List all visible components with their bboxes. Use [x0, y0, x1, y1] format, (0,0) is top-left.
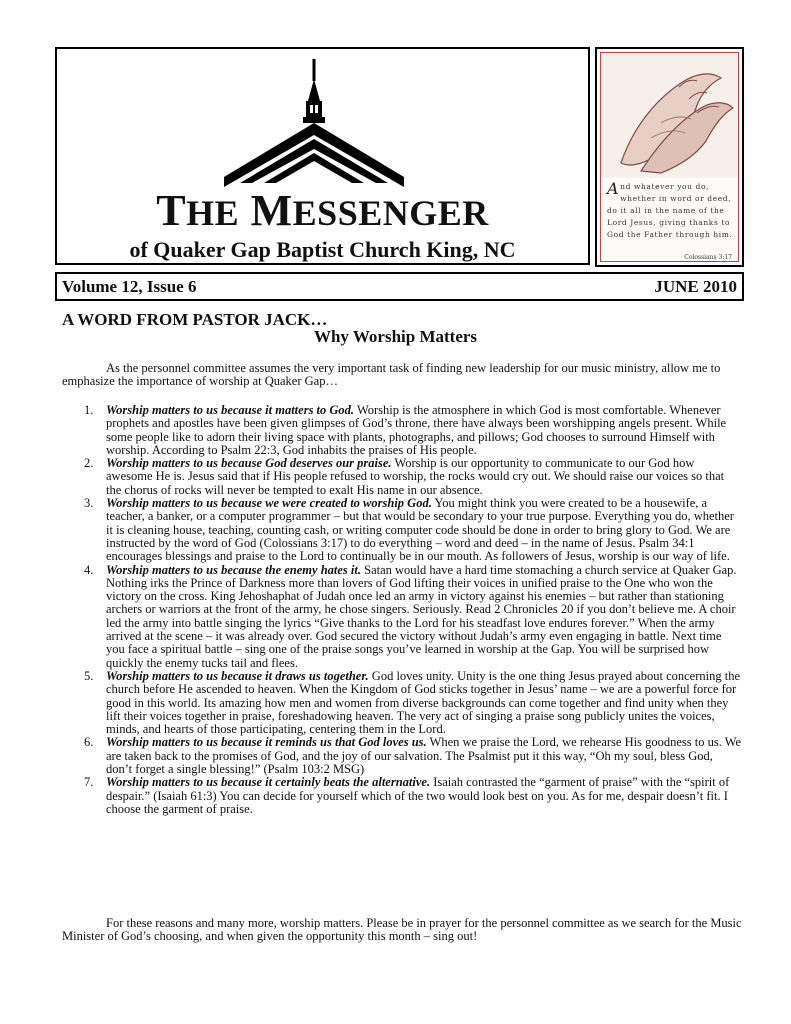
list-item: 4. Worship matters to us because the enemy hates it. Satan would have a hard time stomaching a church service at Quaker Gap. Nothing irks the Prince of Darkness more than lovers of God lifting their voices in unified praise to the One who won the victory on the cross. King Jehoshaphat of Judah once led an army in victory against his enemies – but rather than stationing archers or warriors at the front of the army, he chose singers. Seriously. Read 2 Chronicles 20 if you don’t believe me. A choir led the army into battle singing the lyrics “Give thanks to the Lord for his steadfast love endures forever.” When the army arrived at the scene – it was already over. God secured the victory without Judah’s army even engaging in battle. Next time you face a spiritual battle – sing one of the praise songs you’ve learned in worship at the Gap. You will be surprised how quickly the enemy tucks tail and flees. [84, 562, 737, 670]
list-item: 2. Worship matters to us because God deserves our praise. Worship is our opportunity to communicate to our God how awesome He is. Jesus said that if His people refused to worship, the rocks would cry out. We should raise our voices so that the chorus of rocks will never be tempted to exalt His name in our absence. [84, 456, 725, 497]
issue-date: JUNE 2010 [654, 276, 737, 296]
newsletter-title: THE MESSENGER [156, 186, 489, 235]
article-intro: As the personnel committee assumes the very important task of finding new leadership for our music ministry, allow me to emphasize the importance of worship at Quaker Gap… [62, 361, 721, 389]
verse-dropcap: A [607, 179, 620, 198]
worship-points-list [62, 404, 742, 816]
list-item: 3. Worship matters to us because we were created to worship God. You might think you were created to be a housewife, a teacher, a banker, or a computer programmer – but that would be secondary to your true purpose. Everything you do, whether it is cleaning house, teaching, counting cash, or writing computer code should be done in order to bring glory to God. We are instructed by the word of God (Colossians 3:17) to do everything – word and deed – in the name of Jesus. Psalm 34:1 encourages blessings and praise to the Lord to continually be in our mouth. As followers of Jesus, worship is our way of life. [84, 496, 734, 564]
list-item: 6. Worship matters to us because it reminds us that God loves us. When we praise the Lord, we rehearse His goodness to us. We are taken back to the promises of God, and the joy of our salvation. The Psalmist put it this way, “Oh my soul, bless God, don’t forget a single blessing!” (Psalm 103:2 MSG) [84, 735, 742, 777]
newsletter-subtitle: of Quaker Gap Baptist Church King, NC [129, 237, 516, 262]
verse-reference: Colossians 3:17 [684, 254, 732, 261]
praying-hands-icon [601, 53, 739, 178]
verse-box [595, 47, 744, 267]
article-closing: For these reasons and many more, worship matters. Please be in prayer for the personnel committee as we search for the Music Minister of God’s choosing, and when given the opportunity this month – sing out! [62, 916, 742, 944]
masthead [55, 47, 590, 265]
issue-bar [55, 272, 744, 301]
church-steeple-icon [224, 59, 404, 187]
list-item: 1. Worship matters to us because it matters to God. Worship is the atmosphere in which God is most comfortable. Whenever prophets and apostles have been given glimpses of God’s throne, there have always been worshipping angels present. While some people like to adorn their living space with plants, photographs, and pillows; God chooses to surround Himself with worship. According to Psalm 22:3, God inhabits the praises of His people. [84, 403, 727, 457]
issue-volume: Volume 12, Issue 6 [62, 276, 197, 296]
list-item: 7. Worship matters to us because it certainly beats the alternative. Isaiah contrasted the “garment of praise” with the “spirit of despair.” (Isaiah 61:3) You can decide for yourself which of the two would look best on you. As for me, despair doesn’t fit. I choose the garment of praise. [84, 775, 730, 816]
verse-text [607, 181, 734, 241]
column-heading: A WORD FROM PASTOR JACK… [62, 310, 328, 329]
list-item: 5. Worship matters to us because it draws us together. God loves unity. Unity is the one thing Jesus prayed about concerning the church before He ascended to heaven. When the Kingdom of God sticks together in Jesus’ name – we are a powerful force for good in this world. Its amazing how men and women from diverse backgrounds can come together and find unity when they lift their voices together in praise, foreshadowing heaven. The very act of singing a praise song publicly unites the voices, minds, and hearts of those participating, centering them in the Lord. [84, 668, 741, 737]
article-title: Why Worship Matters [313, 327, 478, 346]
verse-card [600, 52, 739, 262]
verse-body: nd whatever you do, whether in word or deed, do it all in the name of the Lord Jesus, giving thanks to God the Father through him. [607, 182, 733, 239]
